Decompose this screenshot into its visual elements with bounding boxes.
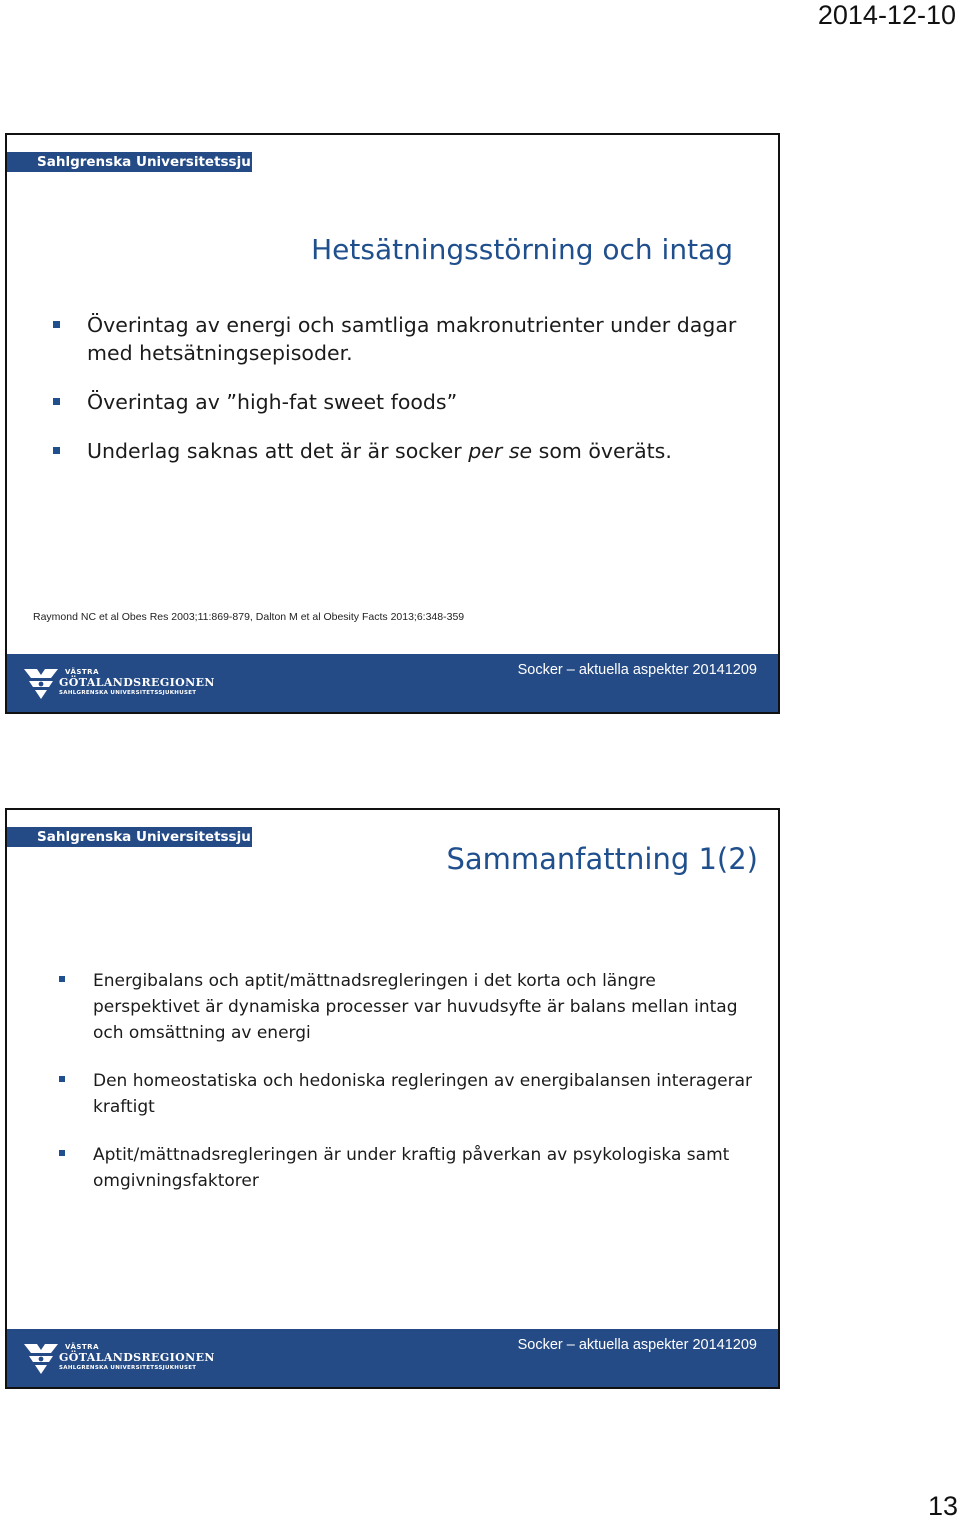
logo-text-line1: VÄSTRA [65,1343,99,1351]
region-logo-icon [23,666,59,700]
slide-footer [7,654,778,712]
vastra-gotalandsregionen-logo [23,666,215,702]
bullet-text-after: som överäts. [532,439,672,463]
square-bullet-icon [59,1076,65,1082]
vastra-gotalandsregionen-logo [23,1341,215,1377]
bullet-item [59,1068,759,1120]
bullet-item [59,1142,759,1194]
region-logo-icon [23,1341,59,1375]
square-bullet-icon [59,976,65,982]
bullet-text: Aptit/mättnadsregleringen är under kraftig påverkan av psykologiska samt omgivningsfaktorer [93,1145,730,1191]
square-bullet-icon [59,1150,65,1156]
slide-header-band: Sahlgrenska Universitetssjukhuset [7,152,252,172]
bullet-text: Energibalans och aptit/mättnadsregleringen i det korta och längre perspektivet är dynamiska processer var huvudsyfte är balans mellan intag och omsättning av energi [93,971,738,1043]
bullet-list [53,311,753,486]
bullet-list [59,968,759,1216]
bullet-text-italic: per se [468,439,533,463]
logo-text-line3: SAHLGRENSKA UNIVERSITETSSJUKHUSET [59,690,197,696]
bullet-text: Den homeostatiska och hedoniska regleringen av energibalansen interagerar kraftigt [93,1071,752,1117]
square-bullet-icon [53,321,60,328]
square-bullet-icon [53,447,60,454]
footer-caption: Socker – aktuella aspekter 20141209 [517,1337,757,1353]
footer-caption: Socker – aktuella aspekter 20141209 [517,662,757,678]
slide-footer [7,1329,778,1387]
bullet-text: Överintag av ”high-fat sweet foods” [87,390,458,414]
square-bullet-icon [53,398,60,405]
logo-text-line3: SAHLGRENSKA UNIVERSITETSSJUKHUSET [59,1365,197,1371]
bullet-item [53,388,753,416]
slide-header-band: Sahlgrenska Universitetssjukhuset [7,827,252,847]
bullet-item [53,311,753,367]
bullet-text-before: Underlag saknas att det är är socker [87,439,469,463]
slide-title: Sammanfattning 1(2) [446,842,758,876]
logo-text-line1: VÄSTRA [65,668,99,676]
logo-text-line2: GÖTALANDSREGIONEN [59,676,215,689]
bullet-text: Överintag av energi och samtliga makronutrienter under dagar med hetsätningsepisoder. [87,313,737,365]
reference-citation: Raymond NC et al Obes Res 2003;11:869-879, Dalton M et al Obesity Facts 2013;6:348-359 [33,611,465,623]
page-number: 13 [927,1491,958,1521]
page-date: 2014-12-10 [817,0,956,30]
slide-hetsatning [5,133,780,714]
slide-title: Hetsätningsstörning och intag [311,233,733,266]
bullet-item [59,968,759,1046]
bullet-item [53,437,753,465]
logo-text-line2: GÖTALANDSREGIONEN [59,1351,215,1364]
slide-sammanfattning [5,808,780,1389]
